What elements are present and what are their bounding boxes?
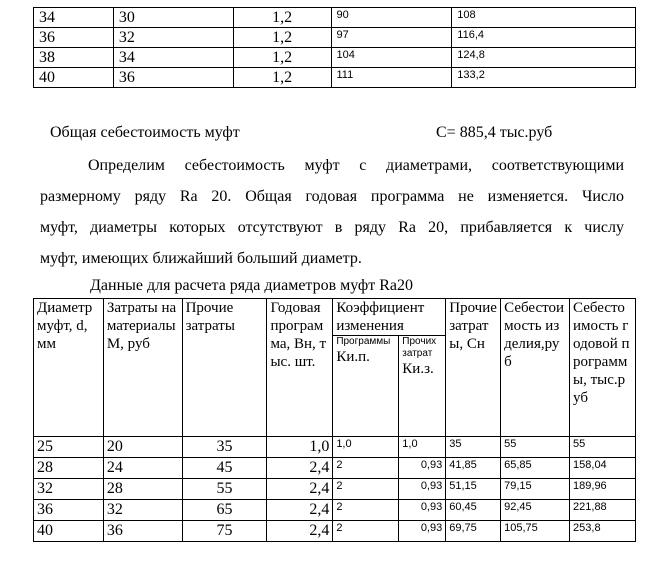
table-row [34,28,636,48]
other-costs-cell: 51,15 [446,479,501,500]
other-cell: 65 [182,500,267,521]
unit-cost-cell: 111 [331,68,452,88]
program-cost-cell: 253,8 [570,521,636,542]
subheader-other-label: Прочих затрат [402,336,437,359]
program-cell: 2,4 [267,500,333,521]
coef-cell: 1,2 [233,8,331,28]
table-row [34,8,636,28]
header-diameter: Диаметр муфт, d, мм [34,299,104,437]
subheader-program-symbol: Ки.п. [336,349,370,365]
other-costs-cell: 35 [446,437,501,458]
coef-other-cell: 0,93 [399,521,446,542]
coef-cell: 1,2 [233,28,331,48]
program-cell: 2,4 [267,458,333,479]
coef-cell: 1,2 [233,68,331,88]
other-costs-cell: 60,45 [446,500,501,521]
ra20-data-table [33,298,636,542]
unit-cost-cell: 92,45 [501,500,570,521]
table-row [34,458,636,479]
table-row [34,479,636,500]
program-cost-cell: 133,2 [452,68,636,88]
header-other-costs: Прочие затраты [182,299,267,437]
diameter-cell: 28 [34,458,104,479]
diameter-cell: 38 [34,48,114,68]
program-cell: 2,4 [267,521,333,542]
header-program-cost: Себестоимость годовой программы, тыс.руб [570,299,636,437]
paragraph-line: Определим себестоимость муфт с диаметрами, соответствующими [88,157,624,174]
header-coefficient: Коэффициент изменения [333,299,446,336]
total-cost-label: Общая себестоимость муфт [50,124,240,141]
diameter-cell: 40 [34,521,104,542]
table-row [34,68,636,88]
paragraph-line: муфт, диаметры которых отсутствуют в ряду Ra 20, прибавляется к числу [40,219,624,236]
diameter-cell: 32 [34,479,104,500]
coef-program-cell: 2 [333,500,399,521]
header-other-costs-cn: Прочие затраты, Cн [446,299,501,437]
coef-program-cell: 2 [333,479,399,500]
program-cost-cell: 158,04 [570,458,636,479]
diameter-cell: 40 [34,68,114,88]
material-cell: 36 [103,521,182,542]
table-row [34,48,636,68]
table-header-row [34,299,636,336]
coef-program-cell: 1,0 [333,437,399,458]
other-cell: 35 [182,437,267,458]
previous-data-table [33,7,636,88]
unit-cost-cell: 55 [501,437,570,458]
header-program: Годовая программа, Вн, тыс. шт. [267,299,333,437]
material-cell: 20 [103,437,182,458]
coef-other-cell: 1,0 [399,437,446,458]
unit-cost-cell: 90 [331,8,452,28]
diameter-cell: 36 [34,500,104,521]
coef-other-cell: 0,93 [399,458,446,479]
total-cost-value: С= 885,4 тыс.руб [436,124,553,141]
unit-cost-cell: 79,15 [501,479,570,500]
material-cell: 34 [113,48,233,68]
program-cell: 1,0 [267,437,333,458]
other-cell: 45 [182,458,267,479]
unit-cost-cell: 97 [331,28,452,48]
table-row [34,500,636,521]
coef-other-cell: 0,93 [399,500,446,521]
coef-program-cell: 2 [333,521,399,542]
coef-other-cell: 0,93 [399,479,446,500]
table-caption: Данные для расчета ряда диаметров муфт Ra20 [90,277,414,294]
body-paragraph [40,150,624,274]
total-cost-line [50,117,630,148]
unit-cost-cell: 105,75 [501,521,570,542]
material-cell: 36 [113,68,233,88]
table-row [34,521,636,542]
material-cell: 24 [103,458,182,479]
program-cost-cell: 116,4 [452,28,636,48]
material-cell: 30 [113,8,233,28]
program-cost-cell: 108 [452,8,636,28]
unit-cost-cell: 104 [331,48,452,68]
material-cell: 32 [113,28,233,48]
subheader-other-coef [399,336,446,437]
subheader-program-label: Программы [336,336,391,347]
program-cost-cell: 55 [570,437,636,458]
paragraph-line: муфт, имеющих ближайший больший диаметр. [40,250,362,267]
other-costs-cell: 69,75 [446,521,501,542]
header-unit-cost: Себестоимость изделия,руб [501,299,570,437]
coef-program-cell: 2 [333,458,399,479]
program-cell: 2,4 [267,479,333,500]
material-cell: 28 [103,479,182,500]
program-cost-cell: 221,88 [570,500,636,521]
header-material: Затраты на материалы М, руб [103,299,182,437]
diameter-cell: 34 [34,8,114,28]
material-cell: 32 [103,500,182,521]
table-row [34,437,636,458]
paragraph-line: размерному ряду Ra 20. Общая годовая программа не изменяется. Число [40,188,624,205]
subheader-other-symbol: Ки.з. [402,361,434,377]
diameter-cell: 36 [34,28,114,48]
other-cell: 55 [182,479,267,500]
program-cost-cell: 189,96 [570,479,636,500]
diameter-cell: 25 [34,437,104,458]
coef-cell: 1,2 [233,48,331,68]
subheader-program-coef [333,336,399,437]
other-costs-cell: 41,85 [446,458,501,479]
other-cell: 75 [182,521,267,542]
program-cost-cell: 124,8 [452,48,636,68]
unit-cost-cell: 65,85 [501,458,570,479]
